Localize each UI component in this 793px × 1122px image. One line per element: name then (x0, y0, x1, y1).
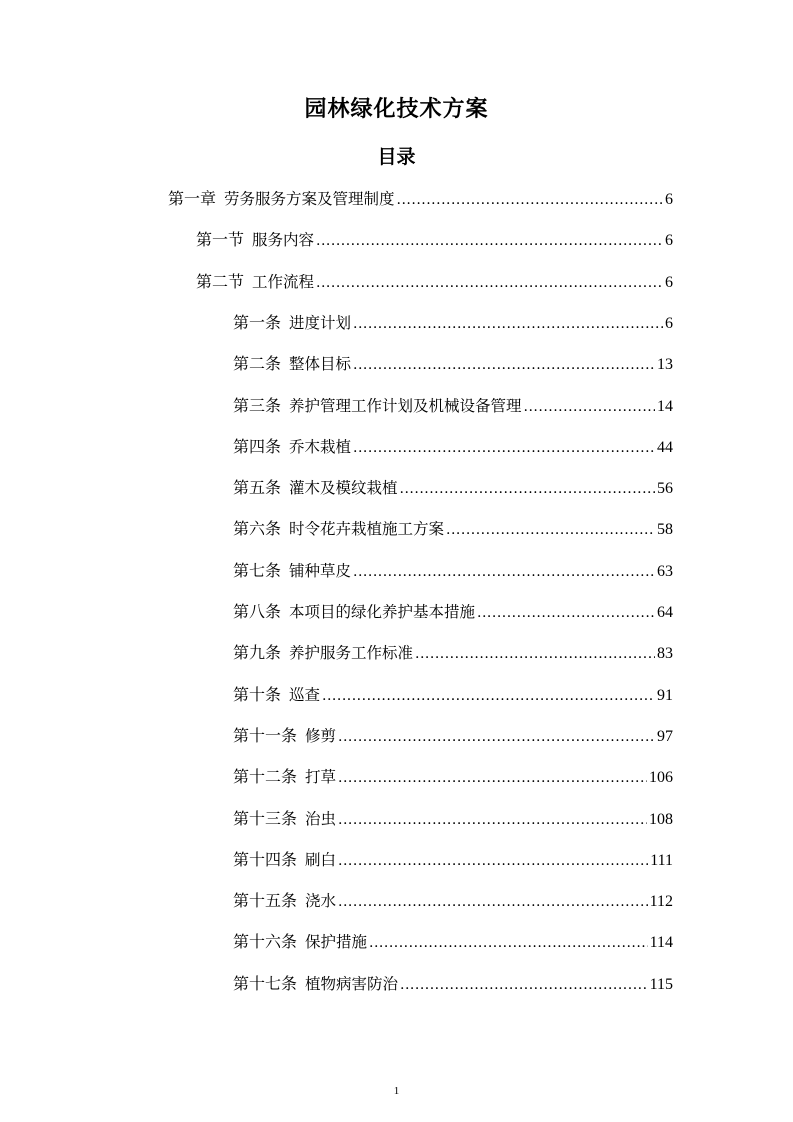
toc-entry-label: 第三条 (233, 395, 282, 415)
toc-entry-title: 乔木栽植 (289, 437, 352, 456)
toc-entry[interactable] (233, 599, 673, 625)
toc-entry-title: 本项目的绿化养护基本措施 (289, 603, 476, 621)
toc-dot-leader (338, 848, 648, 874)
toc-dot-leader (316, 228, 663, 254)
toc-entry-label: 第十四条 (233, 849, 298, 869)
toc-entry-page: 108 (649, 810, 673, 828)
toc-entry-page: 44 (657, 438, 673, 456)
toc-entry[interactable] (233, 888, 673, 914)
toc-entry-title: 工作流程 (252, 272, 315, 291)
toc-dot-leader (338, 807, 647, 833)
toc-entry-page: 114 (649, 934, 673, 952)
toc-entry[interactable] (233, 929, 673, 955)
toc-entry[interactable] (233, 723, 673, 749)
toc-dot-leader (415, 641, 655, 667)
toc-entry-title: 打草 (305, 768, 337, 787)
toc-entry-label: 第四条 (233, 436, 282, 456)
toc-entry[interactable] (168, 186, 673, 212)
toc-entry[interactable] (233, 764, 673, 790)
toc-entry-label: 第一节 (196, 230, 245, 250)
toc-entry-title: 灌木及模纹栽植 (289, 479, 398, 498)
toc-entry[interactable] (233, 310, 673, 336)
toc-entry-label: 第八条 (233, 602, 282, 621)
toc-entry-page: 115 (649, 975, 673, 993)
toc-dot-leader (338, 765, 647, 791)
toc-entry-label: 第七条 (233, 560, 282, 580)
toc-dot-leader (400, 972, 648, 998)
toc-entry-title: 养护管理工作计划及机械设备管理 (289, 396, 522, 415)
toc-entry[interactable] (233, 806, 673, 832)
toc-entry-title: 刷白 (305, 850, 337, 869)
toc-entry-title: 进度计划 (289, 313, 352, 332)
toc-entry-label: 第一条 (233, 312, 282, 332)
toc-entry-label: 第十七条 (233, 973, 298, 993)
toc-dot-leader (369, 930, 648, 956)
toc-entry-label: 第十一条 (233, 725, 298, 745)
toc-dot-leader (353, 559, 655, 585)
toc-entry-title: 植物病害防治 (305, 974, 399, 993)
toc-entry-title: 时令花卉栽植施工方案 (289, 520, 445, 539)
toc-entry-title: 修剪 (305, 726, 337, 745)
toc-entry-label: 第九条 (233, 643, 282, 663)
toc-entry-page: 64 (657, 604, 673, 621)
toc-dot-leader (322, 683, 655, 709)
toc-dot-leader (353, 435, 655, 461)
page-number: 1 (393, 1085, 400, 1097)
toc-entry-page: 6 (665, 273, 673, 291)
toc-entry-label: 第六条 (233, 519, 282, 539)
toc-dot-leader (338, 889, 648, 915)
toc-entry-label: 第十五条 (233, 891, 298, 911)
toc-entry-label: 第五条 (233, 478, 282, 498)
toc-entry-page: 6 (665, 232, 673, 250)
toc-dot-leader (400, 476, 655, 502)
toc-entry-label: 第二节 (196, 271, 245, 291)
toc-entry-title: 铺种草皮 (289, 561, 352, 580)
toc-entry-page: 58 (657, 521, 673, 539)
toc-entry[interactable] (233, 558, 673, 584)
toc-dot-leader (316, 270, 663, 296)
toc-entry-page: 6 (665, 191, 673, 208)
document-title: 园林绿化技术方案 (304, 97, 489, 122)
toc-dot-leader (524, 394, 655, 420)
toc-entry-page: 14 (657, 397, 673, 415)
toc-entry-page: 106 (649, 769, 673, 787)
toc-entry-page: 112 (649, 893, 673, 911)
toc-entry-title: 巡查 (289, 685, 321, 704)
toc-entry-label: 第十六条 (233, 932, 298, 952)
toc-entry-page: 91 (657, 686, 673, 704)
toc-dot-leader (353, 311, 663, 337)
toc-entry-title: 治虫 (305, 809, 337, 828)
toc-entry[interactable] (233, 847, 673, 873)
toc-entry[interactable] (233, 475, 673, 501)
toc-entry-label: 第十条 (233, 684, 282, 704)
toc-dot-leader (338, 724, 655, 750)
toc-entry[interactable] (233, 393, 673, 419)
toc-entry[interactable] (233, 516, 673, 542)
toc-dot-leader (477, 600, 655, 626)
toc-entry-title: 浇水 (305, 892, 337, 911)
toc-entry-page: 6 (665, 314, 673, 332)
toc-entry-title: 服务内容 (252, 231, 315, 250)
toc-dot-leader (446, 517, 655, 543)
toc-dot-leader (353, 352, 655, 378)
toc-entry-label: 第十二条 (233, 767, 298, 787)
toc-heading: 目录 (377, 146, 416, 168)
toc-entry-title: 整体目标 (289, 355, 352, 374)
toc-entry[interactable] (233, 351, 673, 377)
toc-entry-page: 97 (657, 727, 673, 745)
toc-entry-page: 83 (657, 645, 673, 663)
toc-entry-label: 第十三条 (233, 808, 298, 828)
toc-entry[interactable] (233, 682, 673, 708)
toc-entry-title: 劳务服务方案及管理制度 (224, 190, 395, 208)
toc-entry-title: 保护措施 (305, 933, 368, 952)
toc-entry-label: 第二条 (233, 354, 282, 374)
toc-entry-title: 养护服务工作标准 (289, 644, 414, 663)
toc-dot-leader (397, 187, 663, 213)
toc-entry[interactable] (233, 434, 673, 460)
toc-entry-page: 56 (657, 480, 673, 498)
toc-entry[interactable] (233, 640, 673, 666)
toc-entry[interactable] (196, 269, 673, 295)
toc-entry[interactable] (233, 971, 673, 997)
toc-entry-label: 第一章 (168, 189, 217, 208)
toc-entry-page: 63 (657, 562, 673, 580)
toc-entry-page: 13 (657, 356, 673, 374)
toc-entry-page: 111 (650, 851, 673, 869)
toc-entry[interactable] (196, 227, 673, 253)
